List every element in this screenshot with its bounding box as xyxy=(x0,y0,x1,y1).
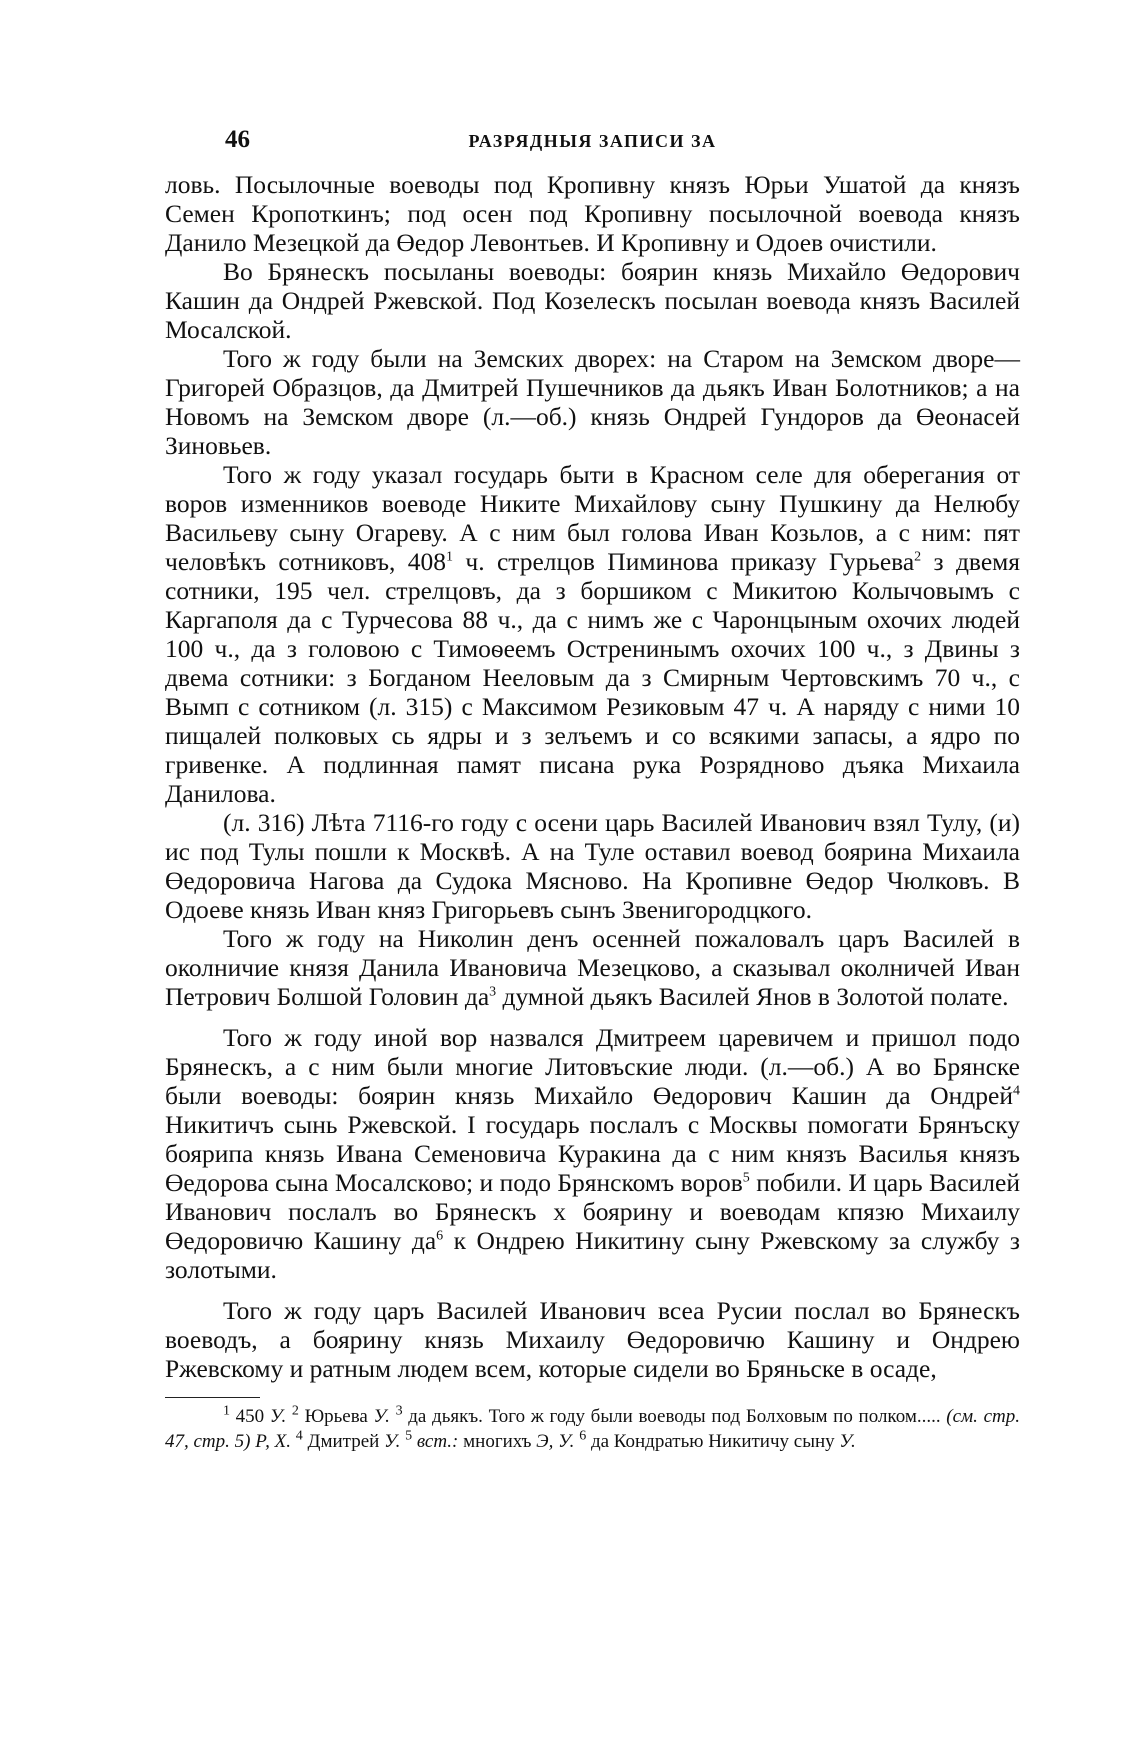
footnote-source: У. xyxy=(373,1406,390,1427)
footnotes xyxy=(165,1404,1020,1454)
footnote-source: У. xyxy=(839,1431,856,1452)
paragraph: (л. 316) Лѣта 7116-го году с осени царь Василей Иванович взял Тулу, (и) ис под Тулы пошли к Москвѣ. А на Туле оставил воевод боярина Михаила Өедоровича Нагова да Судока Мясново. На Кропивне Өедор Чюлковъ. В Одоеве князь Иван княз Григорьевъ сынъ Звенигородцкого. xyxy=(165,808,1020,924)
footnote-text: многихъ xyxy=(458,1431,537,1452)
footnote-marker: 2 xyxy=(914,549,922,565)
footnote-marker: 4 xyxy=(1013,1083,1020,1099)
footnote-source: Э, У. xyxy=(536,1431,575,1452)
book-page xyxy=(165,110,1020,1454)
paragraph-text: Того ж году указал государь быти в Красном селе для оберегания от воров изменников воеводе Никите Михайлову сыну Пушкину да Нелюбу Васильеву сыну Огареву. А с ним был голова Иван Козьлов, а с ним: пят человѣкъ сотниковъ, 408 xyxy=(165,460,1020,576)
footnote-marker: 1 xyxy=(446,549,454,565)
footnote-note: вст.: xyxy=(412,1431,459,1452)
paragraph-text: думной дьякъ Василей Янов в Золотой полате. xyxy=(496,982,1009,1011)
paragraph: Того ж году царъ Василей Иванович всеа Русии послал во Брянескъ воеводъ, а боярину князь Михаилу Өедоровичю Кашину и Ондрею Ржевскому и ратным людем всем, которые сидели во Бряньске в осаде, xyxy=(165,1296,1020,1383)
footnote-marker: 5 xyxy=(742,1170,750,1186)
footnote-marker: 3 xyxy=(395,1403,403,1419)
footnote-source: У. xyxy=(269,1406,287,1427)
footnote-text: да Кондратью Никитичу сыну xyxy=(586,1431,840,1452)
footnote-text: 450 xyxy=(230,1406,270,1427)
footnote-block xyxy=(165,1404,1020,1454)
footnote-text: Юрьева xyxy=(298,1406,374,1427)
paragraph: Во Брянескъ посыланы воеводы: боярин князь Михайло Өедорович Кашин да Ондрей Ржевской. Под Козелескъ посылан воевода князъ Василей Мосалской. xyxy=(165,257,1020,344)
footnote-separator xyxy=(165,1397,260,1398)
paragraph: Того ж году были на Земских дворех: на Старом на Земском дворе— Григорей Образцов, да Дмитрей Пушечников да дьякъ Иван Болотников; а на Новомъ на Земском дворе (л.—об.) князь Ондрей Гундоров да Өеонасей Зиновьев. xyxy=(165,344,1020,460)
paragraph-text: з двемя сотники, 195 чел. стрелцовъ, да з боршиком с Микитою Колычовымъ с Каргаполя да с Турчесова 88 ч., да с нимъ же с Чаронцыным охочих людей 100 ч., да з головою с Тимоѳеемъ Остренинымъ охочих 100 ч., з Двины з двема сотники: з Богданом Нееловым да з Смирным Чертовскимъ 70 ч., с Вымп с сотником (л. 315) с Максимом Резиковым 47 ч. А наряду с ними 10 пищалей полковых сь ядры и з зелъемъ и со всякими запасы, а ядро по гривенке. А подлинная памят писана рука Розрядново дъяка Михаила Данилова. xyxy=(165,547,1021,808)
footnote-marker: 5 xyxy=(405,1428,413,1444)
page-number: 46 xyxy=(225,126,250,153)
footnote-marker: 1 xyxy=(223,1403,230,1419)
footnote-reference: (см. стр. 47, стр. 5) Р, Х. xyxy=(165,1406,1021,1452)
paragraph-text: Того ж году на Николин денъ осенней пожаловалъ царъ Василей в околничие князя Данила Ивановича Мезецково, а сказывал околничей Иван Петрович Болшой Головин да xyxy=(165,924,1020,1011)
footnote-marker: 4 xyxy=(295,1428,303,1444)
paragraph-text: Того ж году иной вор назвался Дмитреем царевичем и пришол подо Брянескъ, а с ним были многие Литовъские люди. (л.—об.) А во Брянске были воеводы: боярин князь Михайло Өедорович Кашин да Ондрей xyxy=(165,1023,1020,1110)
footnote-marker: 2 xyxy=(291,1403,299,1419)
paragraph-text: к Ондрею Никитину сыну Ржевскому за службу з золотыми. xyxy=(165,1226,1020,1284)
footnote-marker: 6 xyxy=(579,1428,587,1444)
footnote-text: Дмитрей xyxy=(302,1431,385,1452)
paragraph-text: Никитичъ сынь Ржевской. І государь послалъ с Москвы помогати Брянъску боярипа князь Ивана Семеновича Куракина да с ним князъ Василья князъ Өедорова сына Мосалсково; и подо Брянскомъ воров xyxy=(165,1110,1020,1197)
body-text xyxy=(165,170,1020,1383)
paragraph xyxy=(165,924,1020,1011)
footnote-marker: 3 xyxy=(489,984,497,1000)
running-head: РАЗРЯДНЫЯ ЗАПИСИ ЗА xyxy=(468,131,717,151)
page-header xyxy=(165,110,1020,170)
paragraph xyxy=(165,1023,1020,1284)
footnote-marker: 6 xyxy=(436,1228,444,1244)
footnote-source: У. xyxy=(384,1431,401,1452)
paragraph: ловь. Посылочные воеводы под Кропивну князъ Юрьи Ушатой да князъ Семен Кропоткинъ; под осен под Кропивну посылочной воевода князъ Данило Мезецкой да Өедор Левонтьев. И Кропивну и Одоев очистили. xyxy=(165,170,1020,257)
paragraph-text: побили. И царь Василей Иванович послалъ во Брянескъ х боярину и воеводам кпязю Михаилу Өедоровичю Кашину да xyxy=(165,1168,1020,1255)
paragraph xyxy=(165,460,1020,808)
paragraph-text: ч. стрелцов Пиминова приказу Гурьева xyxy=(453,547,915,576)
footnote-text: да дьякъ. Того ж году были воеводы под Болховым по полком..... xyxy=(402,1406,947,1427)
